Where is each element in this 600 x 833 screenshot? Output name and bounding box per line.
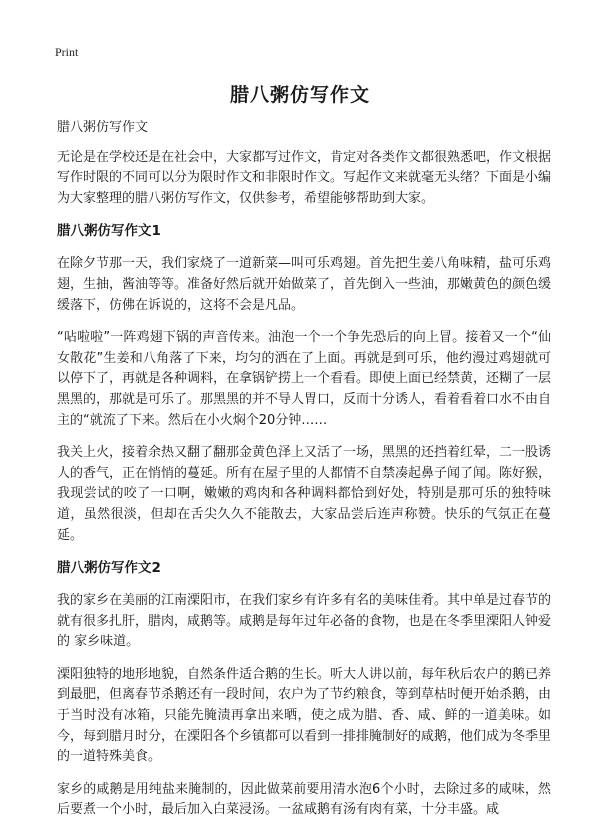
document-subtitle: 腊八粥仿写作文 bbox=[57, 120, 149, 135]
paragraph: 家乡的咸鹅是用纯盐来腌制的，因此做菜前要用清水泡6个小时，去除过多的咸味，然后要煮一个小时，最后加入白菜浸汤。一盆咸鹅有汤有肉有菜，十分丰盛。咸 bbox=[57, 781, 551, 818]
page-title: 腊八粥仿写作文 bbox=[229, 84, 370, 106]
paragraph: 在除夕节那一天，我们家烧了一道新菜—叫可乐鸡翅。首先把生姜八角味精，盐可乐鸡翅，生抽，酱油等等。准备好然后就开始做菜了，首先倒入一些油，那嫩黄色的颜色缓缓落下，仿佛在诉说的，这将不会是凡品。 bbox=[57, 256, 552, 313]
paragraph: “呫啦啦”一阵鸡翅下锅的声音传来。油泡一个一个争先恐后的向上冒。接着又一个“仙女散花”生姜和八角落了下来，均匀的洒在了上面。再就是到可乐，他约漫过鸡翅就可以停下了，再就是各种调料，在拿锅铲捞上一个看看。即使上面已经禁黄，还糊了一层黑黑的，那就是可乐了。那黑黑的并不导人胃口，反而十分诱人，看着看着口水不由自主的“就流了下来。然后在小火焖个20分钟…… bbox=[57, 330, 552, 428]
paragraph: 我关上火，接着余热又翻了翻那金黄色泽上又活了一场，黑黑的还挡着红晕，二一股诱人的香气，正在悄悄的蔓延。所有在屋子里的人都情不自禁凑起鼻子闻了闻。陈好猴，我现尝试的咬了一口啊，嫩嫩的鸡肉和各种调料都恰到好处，特别是那可乐的独特味道，虽然很淡，但却在舌尖久久不能散去，大家品尝后连声称赞。快乐的气氛正在蔓延。 bbox=[57, 445, 552, 543]
section-2 bbox=[57, 558, 551, 821]
document-body bbox=[57, 118, 551, 833]
intro-paragraph: 无论是在学校还是在社会中，大家都写过作文，肯定对各类作文都很熟悉吧，作文根据写作时限的不同可以分为限时作文和非限时作文。写起作文来就毫无头绪？下面是小编为大家整理的腊八粥仿写作文，仅供参考，希望能够帮助到大家。 bbox=[57, 149, 552, 206]
paragraph: 溧阳独特的地形地貌，自然条件适合鹅的生长。听大人讲以前，每年秋后农户的鹅已养到最肥，但离春节杀鹅还有一段时间，农户为了节约粮食，等到草枯时便开始杀鹅，由于当时没有冰箱，只能先腌渍再拿出来晒，使之成为腊、香、咸、鲜的一道美味。如今，每到腊月时分，在溧阳各个乡镇都可以看到一排排腌制好的咸鹅，他们成为冬季里的一道特殊美食。 bbox=[57, 666, 552, 765]
paragraph: 我的家乡在美丽的江南溧阳市，在我们家乡有许多有名的美味佳肴。其中单是过春节的就有很多扎肝，腊肉，咸鹅等。咸鹅是每年过年必备的食物，也是在冬季里溧阳人钟爱的 家乡味道。 bbox=[57, 593, 552, 650]
section-heading: 腊八粥仿写作文1 bbox=[57, 223, 161, 240]
print-label: Print bbox=[55, 45, 79, 59]
section-1 bbox=[57, 221, 551, 546]
section-heading: 腊八粥仿写作文2 bbox=[57, 560, 161, 577]
